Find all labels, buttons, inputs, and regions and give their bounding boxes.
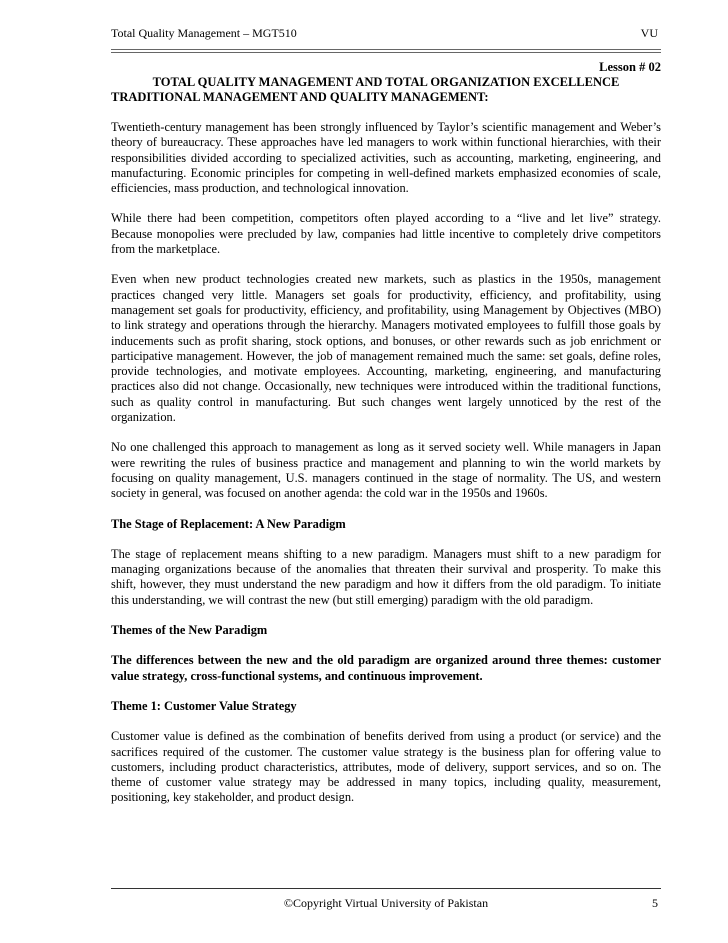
subheading: Themes of the New Paradigm xyxy=(111,623,268,638)
header-institution: VU xyxy=(640,26,658,40)
footer-copyright: ©Copyright Virtual University of Pakistan xyxy=(283,896,489,910)
paragraph: Even when new product technologies created new markets, such as plastics in the 1950s, management practices changed very little. Managers set goals for productivity, efficiency, and profitability, using management set goals for productivity, efficiency, and profitability, using Management by Objectives (MBO) to link strategy and operations through the hierarchy. Managers motivated employees to fulfill those goals by inducements such as profit sharing, stock options, and bonuses, or other rewards such as job enrichment or participative management. However, the job of management remained much the same: set goals, define roles, provide technologies, and motivate employees. Accounting, marketing, engineering, and manufacturing practices also did not change. Occasionally, new techniques were introduced within the traditional functions, such as quality control in manufacturing. But such changes went largely unnoticed by the rest of the organization. xyxy=(111,272,661,425)
header-rule xyxy=(111,49,661,53)
paragraph: Customer value is defined as the combination of benefits derived from using a product (or service) and the sacrifices required of the customer. The customer value strategy is the business plan for offering value to customers, including product characteristics, attributes, mode of delivery, support services, and so on. The theme of customer value strategy may be addressed in many topics, including quality, measurement, positioning, key stakeholder, and product design. xyxy=(111,729,661,805)
bold-paragraph: The differences between the new and the old paradigm are organized around three themes: customer value strategy, cross-functional systems, and continuous improvement. xyxy=(111,653,661,683)
lesson-number: Lesson # 02 xyxy=(599,60,661,74)
paragraph: Twentieth-century management has been strongly influenced by Taylor’s scientific management and Weber’s theory of bureaucracy. These approaches have led managers to work within functional hierarchies, with their responsibilities divided according to specialized activities, such as accounting, marketing, engineering, and manufacturing. Economic principles for competing in well-defined markets emphasized economies of scale, efficiencies, mass production, and technological innovation. xyxy=(111,120,661,196)
page-footer xyxy=(111,888,661,912)
section-title: TRADITIONAL MANAGEMENT AND QUALITY MANAGEMENT: xyxy=(111,90,489,104)
header-course-title: Total Quality Management – MGT510 xyxy=(111,26,297,40)
paragraph: While there had been competition, competitors often played according to a “live and let live” strategy. Because monopolies were precluded by law, companies had little incentive to completely drive competitors from the marketplace. xyxy=(111,211,661,257)
paragraph: The stage of replacement means shifting to a new paradigm. Managers must shift to a new paradigm for managing organizations because of the anomalies that threaten their survival and prosperity. To make this shift, however, they must understand the new paradigm and how it differs from the old paradigm. To initiate this understanding, we will contrast the new (but still emerging) paradigm with the old paradigm. xyxy=(111,546,661,607)
paragraph: No one challenged this approach to management as long as it served society well. While managers in Japan were rewriting the rules of business practice and management and planning to win the world markets by focusing on quality management, U.S. managers continued in the stage of normality. The US, and western society in general, was focused on another agenda: the cold war in the 1950s and 1960s. xyxy=(111,440,661,501)
page-number: 5 xyxy=(652,896,658,910)
lesson-title: TOTAL QUALITY MANAGEMENT AND TOTAL ORGANIZATION EXCELLENCE xyxy=(152,75,620,89)
subheading: Theme 1: Customer Value Strategy xyxy=(111,698,297,713)
page-header xyxy=(111,26,661,40)
subheading: The Stage of Replacement: A New Paradigm xyxy=(111,516,346,531)
document-page xyxy=(111,26,661,806)
